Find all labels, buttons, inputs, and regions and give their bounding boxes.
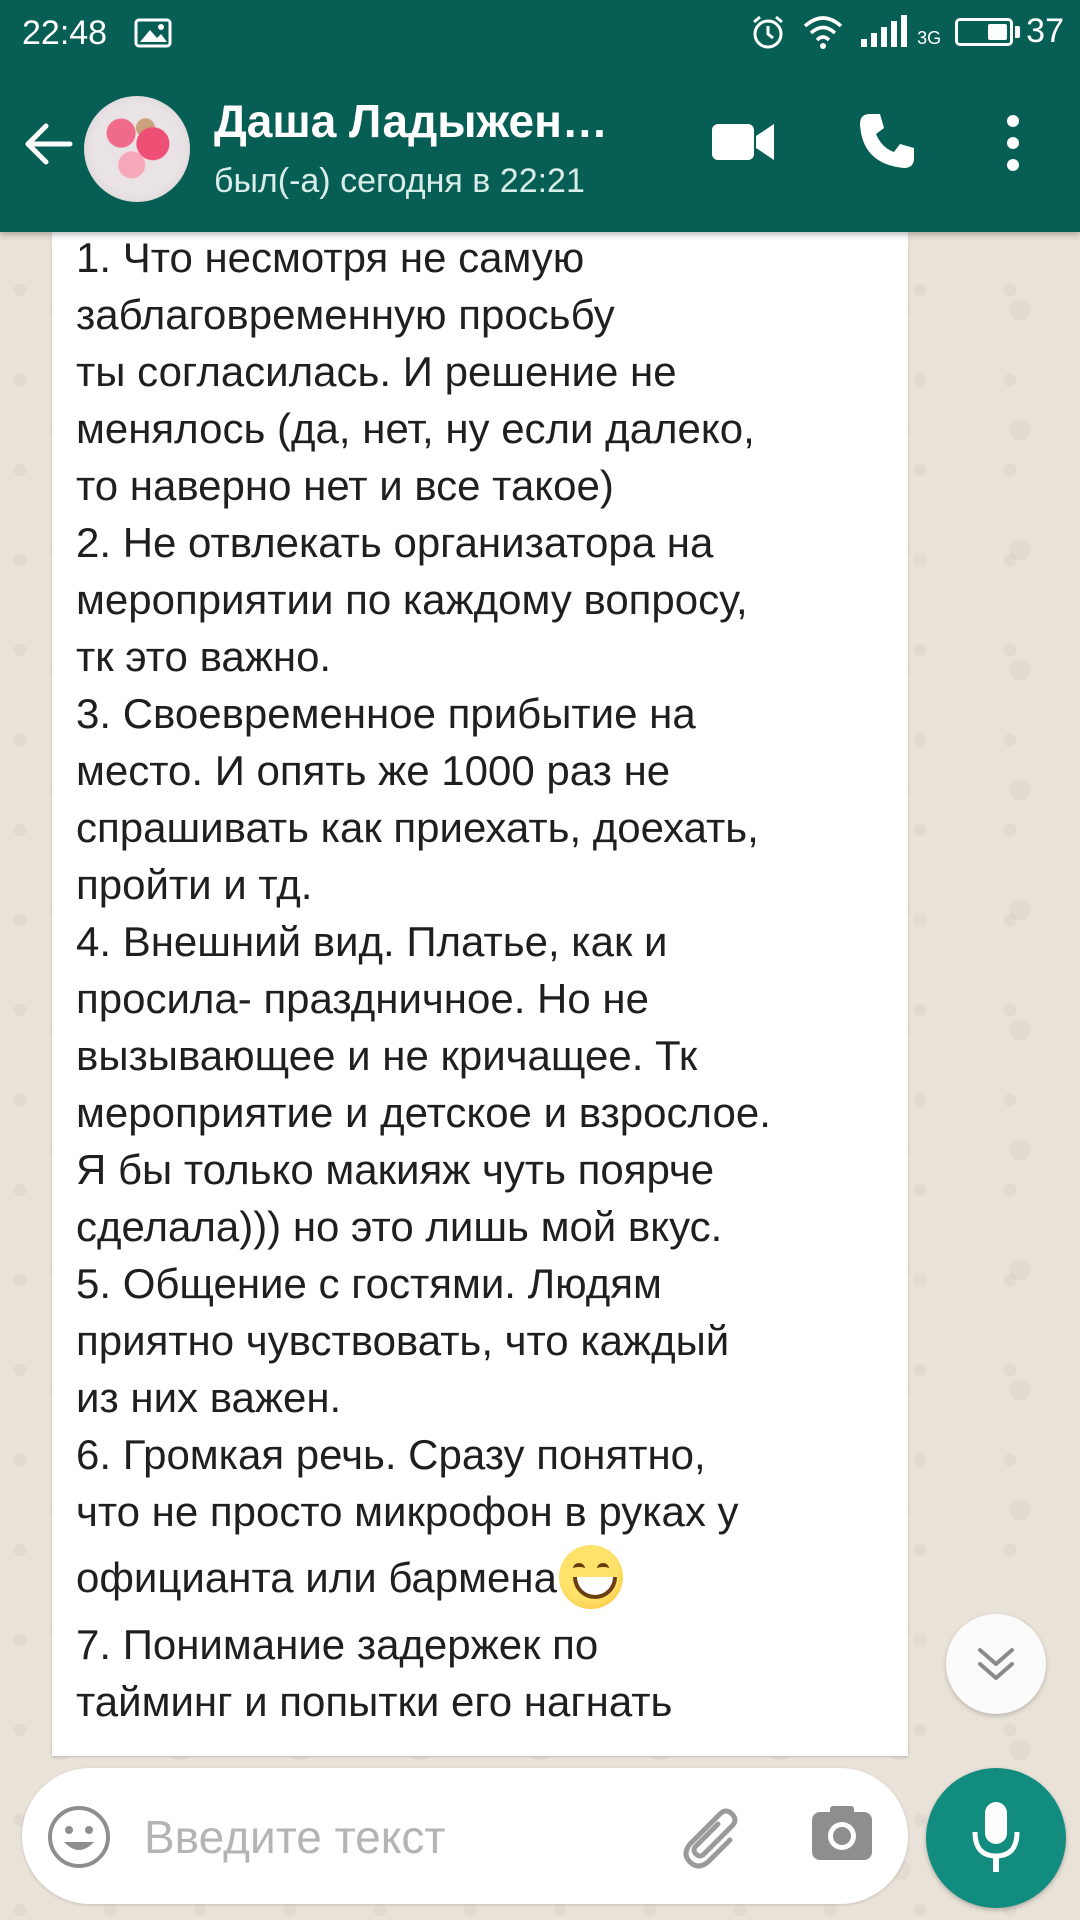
status-time: 22:48 xyxy=(22,14,108,52)
emoji-picker-icon[interactable] xyxy=(46,1804,112,1870)
message-line: тайминг и попытки его нагнать xyxy=(76,1678,673,1725)
back-arrow-icon[interactable] xyxy=(20,116,76,172)
message-line: заблаговременную просьбу xyxy=(76,291,615,338)
message-line: место. И опять же 1000 раз не xyxy=(76,747,671,794)
network-type-label: 3G xyxy=(917,28,942,48)
message-line: 6. Громкая речь. Сразу понятно, xyxy=(76,1431,706,1478)
phone-call-icon[interactable] xyxy=(856,110,918,172)
message-text xyxy=(76,200,906,1730)
double-chevron-down-icon xyxy=(974,1644,1018,1684)
message-line: приятно чувствовать, что каждый xyxy=(76,1317,730,1364)
battery-percent: 37 xyxy=(1026,12,1064,50)
scroll-to-bottom-button[interactable] xyxy=(946,1614,1046,1714)
camera-icon[interactable] xyxy=(810,1802,874,1866)
message-line: 7. Понимание задержек по xyxy=(76,1621,599,1668)
chat-toolbar xyxy=(0,66,1080,232)
message-line: что не просто микрофон в руках у xyxy=(76,1488,739,1535)
message-line: ты согласилась. И решение не xyxy=(76,348,677,395)
grinning-emoji-icon xyxy=(559,1545,623,1609)
message-line: сделала))) но это лишь мой вкус. xyxy=(76,1203,723,1250)
video-call-icon[interactable] xyxy=(710,114,776,170)
battery-indicator xyxy=(955,12,1064,51)
message-line: вызывающее и не кричащее. Тк xyxy=(76,1032,698,1079)
status-icons xyxy=(749,12,1064,51)
contact-avatar[interactable] xyxy=(84,96,190,202)
message-line: пройти и тд. xyxy=(76,861,313,908)
message-line: мероприятии по каждому вопросу, xyxy=(76,576,748,623)
gallery-notification-icon xyxy=(134,18,172,48)
attach-paperclip-icon[interactable] xyxy=(678,1800,748,1872)
message-line: спрашивать как приехать, доехать, xyxy=(76,804,759,851)
message-line: мероприятие и детское и взрослое. xyxy=(76,1089,771,1136)
message-line: официанта или бармена xyxy=(76,1554,557,1601)
message-line: 5. Общение с гостями. Людям xyxy=(76,1260,662,1307)
message-line: то наверно нет и все такое) xyxy=(76,462,614,509)
more-options-icon[interactable] xyxy=(998,112,1028,174)
message-line: 3. Своевременное прибытие на xyxy=(76,690,696,737)
voice-message-button[interactable] xyxy=(926,1768,1066,1908)
message-input[interactable] xyxy=(142,1800,666,1874)
contact-name[interactable]: Даша Ладыжен… xyxy=(214,95,608,147)
wifi-icon xyxy=(801,14,845,50)
battery-icon xyxy=(955,18,1013,46)
incoming-message-bubble[interactable] xyxy=(52,200,908,1756)
last-seen-status[interactable]: был(-а) сегодня в 22:21 xyxy=(214,162,585,200)
message-line: 4. Внешний вид. Платье, как и xyxy=(76,918,668,965)
message-line: тк это важно. xyxy=(76,633,332,680)
message-line: из них важен. xyxy=(76,1374,342,1421)
message-line: 1. Что несмотря не самую xyxy=(76,234,585,281)
app-bar xyxy=(0,0,1080,232)
message-line: 2. Не отвлекать организатора на xyxy=(76,519,714,566)
signal-icon xyxy=(859,15,911,49)
status-bar xyxy=(0,0,1080,66)
message-line: Я бы только макияж чуть поярче xyxy=(76,1146,715,1193)
microphone-icon xyxy=(968,1800,1024,1876)
message-line: просила- праздничное. Но не xyxy=(76,975,649,1022)
message-input-bar xyxy=(22,1768,908,1904)
alarm-icon xyxy=(749,13,787,51)
message-line: менялось (да, нет, ну если далеко, xyxy=(76,405,755,452)
message-line-with-emoji xyxy=(76,1540,906,1616)
